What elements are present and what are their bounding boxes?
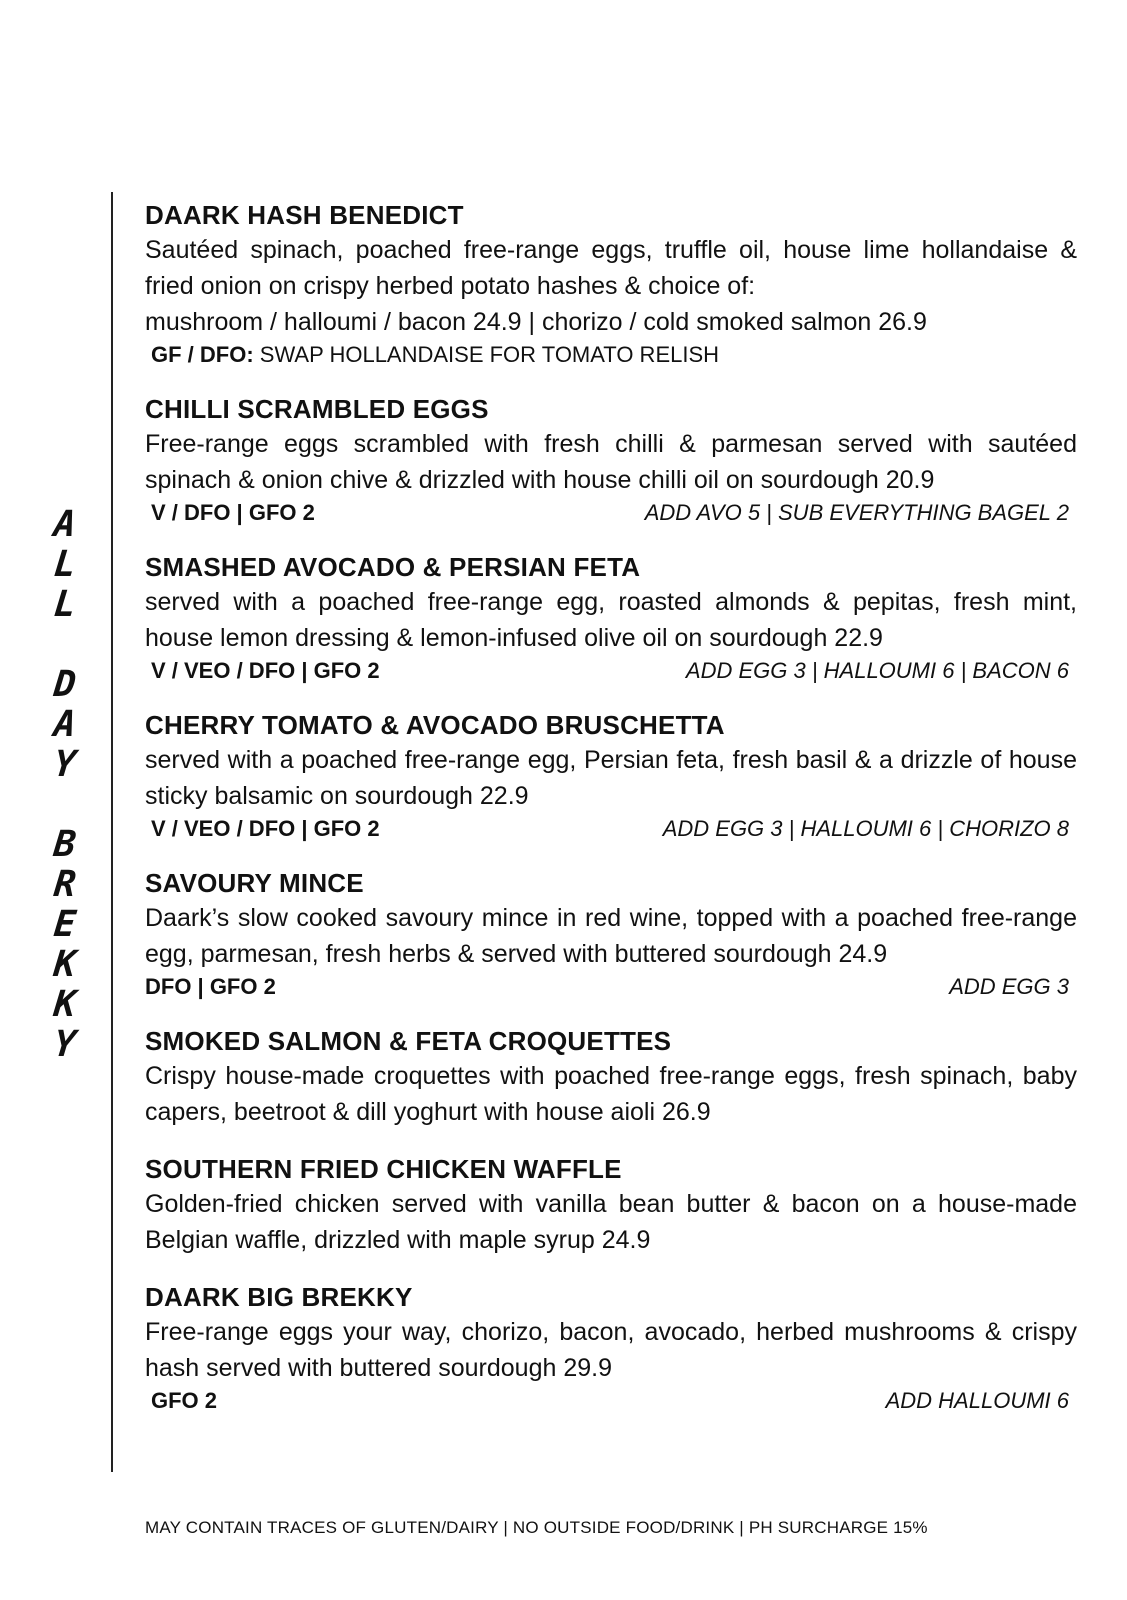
addons: ADD EGG 3 <box>949 974 1069 999</box>
item-description: Golden-fried chicken served with vanilla bean butter & bacon on a house-made Belgian waffle, drizzled with maple syrup 24.9 <box>145 1190 1077 1254</box>
side-letter: K <box>52 984 79 1025</box>
menu-item <box>145 1152 1077 1258</box>
item-description: Daark’s slow cooked savoury mince in red wine, topped with a poached free-range egg, parmesan, fresh herbs & served with buttered sourdough 24.9 <box>145 904 1077 968</box>
item-title: CHERRY TOMATO & AVOCADO BRUSCHETTA <box>145 710 725 740</box>
item-description: Free-range eggs your way, chorizo, bacon, avocado, herbed mushrooms & crispy hash served with buttered sourdough 29.9 <box>145 1318 1077 1382</box>
tags-row <box>145 1386 1077 1416</box>
addons: ADD EGG 3 | HALLOUMI 6 | CHORIZO 8 <box>662 816 1069 841</box>
side-letter: E <box>52 904 79 945</box>
menu-item <box>145 1280 1077 1416</box>
side-letter: Y <box>52 744 79 785</box>
note-text: SWAP HOLLANDAISE FOR TOMATO RELISH <box>253 342 720 367</box>
item-description: served with a poached free-range egg, roasted almonds & pepitas, fresh mint, house lemon dressing & lemon-infused olive oil on sourdough 22.9 <box>145 588 1077 652</box>
menu-item <box>145 392 1077 528</box>
item-title: SOUTHERN FRIED CHICKEN WAFFLE <box>145 1154 622 1184</box>
item-description: Free-range eggs scrambled with fresh chilli & parmesan served with sautéed spinach & onion chive & drizzled with house chilli oil on sourdough 20.9 <box>145 430 1077 494</box>
side-letter: A <box>52 704 79 745</box>
footer-note: MAY CONTAIN TRACES OF GLUTEN/DAIRY | NO OUTSIDE FOOD/DRINK | PH SURCHARGE 15% <box>145 1518 928 1537</box>
tags-row <box>145 656 1077 686</box>
item-description: Sautéed spinach, poached free-range eggs, truffle oil, house lime hollandaise & fried onion on crispy herbed potato hashes & choice of: <box>145 236 1077 300</box>
dietary-tags: V / DFO | GFO 2 <box>151 500 315 525</box>
side-letter: Y <box>52 1024 79 1065</box>
side-letter: L <box>52 544 79 585</box>
menu-item <box>145 708 1077 844</box>
item-title: DAARK BIG BREKKY <box>145 1282 413 1312</box>
item-title: SMOKED SALMON & FETA CROQUETTES <box>145 1026 672 1056</box>
side-letter: A <box>52 504 79 545</box>
side-title <box>40 505 90 1065</box>
side-letter: K <box>52 944 79 985</box>
addons: ADD EGG 3 | HALLOUMI 6 | BACON 6 <box>685 658 1069 683</box>
dietary-tags: GFO 2 <box>151 1388 218 1413</box>
menu-item <box>145 866 1077 1002</box>
side-letter: D <box>52 664 79 705</box>
menu-list <box>145 198 1077 1438</box>
menu-item <box>145 550 1077 686</box>
item-title: SAVOURY MINCE <box>145 868 364 898</box>
divider-line <box>111 192 113 1472</box>
item-title: CHILLI SCRAMBLED EGGS <box>145 394 489 424</box>
item-description: served with a poached free-range egg, Persian feta, fresh basil & a drizzle of house sticky balsamic on sourdough 22.9 <box>145 746 1077 810</box>
item-description: Crispy house-made croquettes with poached free-range eggs, fresh spinach, baby capers, beetroot & dill yoghurt with house aioli 26.9 <box>145 1062 1077 1126</box>
tags-row <box>145 814 1077 844</box>
side-letter: L <box>52 584 79 625</box>
dietary-note <box>145 340 1077 370</box>
tags-row <box>145 498 1077 528</box>
addons: ADD HALLOUMI 6 <box>885 1388 1069 1413</box>
side-letter: B <box>52 824 79 865</box>
addons: ADD AVO 5 | SUB EVERYTHING BAGEL 2 <box>644 500 1069 525</box>
menu-item <box>145 198 1077 370</box>
dietary-tags: V / VEO / DFO | GFO 2 <box>151 816 380 841</box>
tags-row <box>145 972 1077 1002</box>
note-label: GF / DFO: <box>151 342 254 367</box>
dietary-tags: DFO | GFO 2 <box>145 974 276 999</box>
menu-item <box>145 1024 1077 1130</box>
item-title: SMASHED AVOCADO & PERSIAN FETA <box>145 552 641 582</box>
dietary-tags: V / VEO / DFO | GFO 2 <box>151 658 380 683</box>
side-letter: R <box>52 864 79 905</box>
item-title: DAARK HASH BENEDICT <box>145 200 464 230</box>
item-options: mushroom / halloumi / bacon 24.9 | chorizo / cold smoked salmon 26.9 <box>145 308 927 336</box>
